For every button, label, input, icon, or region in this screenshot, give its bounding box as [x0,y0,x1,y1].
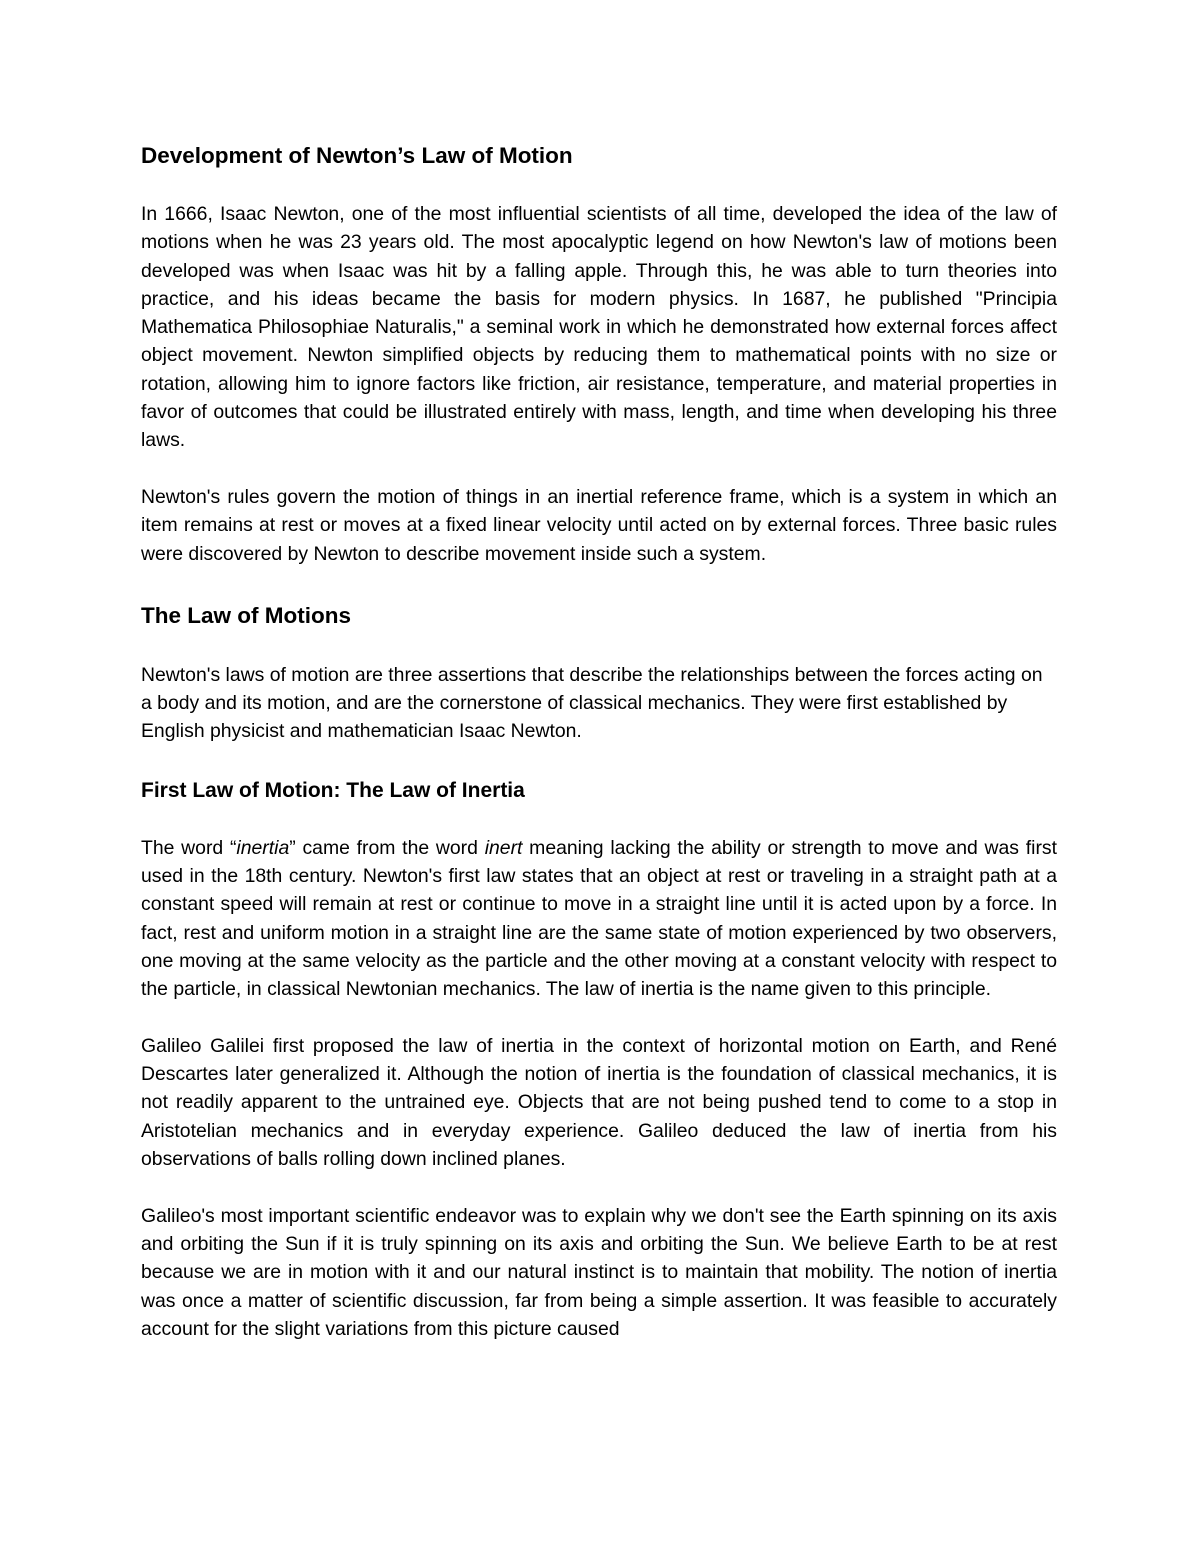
first-law-heading: First Law of Motion: The Law of Inertia [141,778,525,802]
first-law-p1-text-a: The word “ [141,836,237,859]
first-law-p1-italic-inertia: inertia [236,836,290,859]
first-law-p1-italic-inert: inert [484,836,523,859]
first-law-paragraph-2: Galileo Galilei first proposed the law of inertia in the context of horizontal motion on Earth, and René Descartes later generalized it. Although the notion of inertia is the foundation of classical mechanics, it is not readily apparent to the untrained eye. Objects that are not being pushed tend to come to a stop in Aristotelian mechanics and in everyday experience. Galileo deduced the law of inertia from his observations of balls rolling down inclined planes. [141,1034,1057,1171]
intro-paragraph-1: In 1666, Isaac Newton, one of the most influential scientists of all time, developed the idea of the law of motions when he was 23 years old. The most apocalyptic legend on how Newton's law of motions been developed was when Isaac was hit by a falling apple. Through this, he was able to turn theories into practice, and his ideas became the basis for modern physics. In 1687, he published "Principia Mathematica Philosophiae Naturalis," a seminal work in which he demonstrated how external forces affect object movement. Newton simplified objects by reducing them to mathematical points with no size or rotation, allowing him to ignore factors like friction, air resistance, temperature, and material properties in favor of outcomes that could be illustrated entirely with mass, length, and time when developing his three laws. [141,203,1057,452]
first-law-paragraph-1 [141,834,1057,1004]
intro-paragraph-2: Newton's rules govern the motion of things in an inertial reference frame, which is a system in which an item remains at rest or moves at a fixed linear velocity until acted on by external forces. Three basic rules were discovered by Newton to describe movement inside such a system. [141,485,1057,565]
first-law-paragraph-3: Galileo's most important scientific endeavor was to explain why we don't see the Earth spinning on its axis and orbiting the Sun if it is truly spinning on its axis and orbiting the Sun. We believe Earth to be at rest because we are in motion with it and our natural instinct is to maintain that mobility. The notion of inertia was once a matter of scientific discussion, far from being a simple assertion. It was feasible to accurately account for the slight variations from this picture caused [141,1204,1057,1340]
law-of-motions-heading: The Law of Motions [141,602,351,628]
first-law-p1-text-b: ” came from the word [289,836,485,859]
document-page [141,140,1057,1343]
document-title: Development of Newton’s Law of Motion [141,143,573,168]
first-law-p1-text-c: meaning lacking the ability or strength to move and was first used in the 18th century. Newton's first law states that an object at rest or traveling in a straight path at a constant speed will remain at rest or continue to move in a straight line until it is acted upon by a force. In fact, rest and uniform motion in a straight line are the same state of motion experienced by two observers, one moving at the same velocity as the particle and the other moving at a constant velocity with respect to the particle, in classical Newtonian mechanics. The law of inertia is the name given to this principle. [141,836,1057,1001]
law-of-motions-paragraph: Newton's laws of motion are three assertions that describe the relationships between the forces acting on a body and its motion, and are the cornerstone of classical mechanics. They were first established by English physicist and mathematician Isaac Newton. [141,663,1043,743]
